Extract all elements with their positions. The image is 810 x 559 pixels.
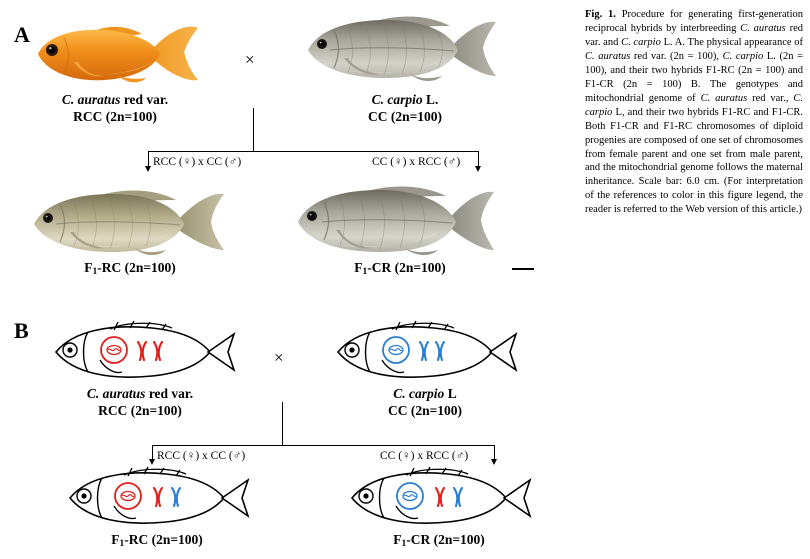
label-parent-carp-b: C. carpio L CC (2n=100) [387,386,463,418]
label-offspring-f1rc-b: F1-RC (2n=100) [111,532,203,549]
cross-bar-a [148,151,478,152]
schematic-carp-parent [330,320,520,382]
photo-hybrid-f1cr [290,176,500,262]
photo-goldfish-parent [30,18,200,90]
panel-letter-b: B [14,318,29,343]
cross-label-cr-b: CC (♀) x RCC (♂) [380,450,469,462]
schematic-hybrid-f1cr [344,466,534,528]
cross-symbol-b: × [274,348,284,367]
schematic-hybrid-f1rc [62,466,252,528]
schematic-goldfish-parent [48,320,238,382]
arrow-right-b [491,459,497,465]
label-parent-goldfish: C. auratus red var. RCC (2n=100) [61,92,169,124]
label-parent-goldfish-b: C. auratus red var. RCC (2n=100) [86,386,194,418]
photo-carp-parent [300,6,500,88]
label-offspring-f1cr: F1-CR (2n=100) [354,260,446,277]
caption-body: Procedure for generating first-generation reciprocal hybrids by interbreeding C. auratus red var. and C. carpio L. A. The physical appearance of C. auratus red var. (2n = 100), C. carpio L. (2n = 100), and their two hybrids F1-RC (2n = 100) and F1-CR (2n = 100) B. The genotypes and mitochondrial genome of C. auratus red var., C. carpio L, and their two hybrids F1-RC and F1-CR. Both F1-CR and F1-RC chromosomes of diploid progenies are composed of one set of chromosomes from female parent and one set from male parent, and the mitochondrial genome follows the maternal inheritance. Scale bar: 6.0 cm. (For interpretation of the references to color in this figure legend, the reader is referred to the Web version of this article.) [585,9,804,216]
label-offspring-f1cr-b: F1-CR (2n=100) [393,532,485,549]
arrow-left-a [145,166,151,172]
cross-left-drop-a [148,151,149,167]
caption-label: Fig. 1. [585,9,616,20]
label-parent-carp: C. carpio L. CC (2n=100) [367,92,443,124]
cross-stem-a [253,108,254,152]
cross-left-drop-b [152,445,153,460]
arrow-left-b [149,459,155,465]
arrow-right-a [475,166,481,172]
cross-label-cr-a: CC (♀) x RCC (♂) [372,156,461,168]
cross-stem-b [282,402,283,446]
cross-label-rc-b: RCC (♀) x CC (♂) [157,450,246,462]
cross-right-drop-a [478,151,479,167]
scale-bar [512,268,534,270]
photo-hybrid-f1rc [28,178,228,262]
cross-label-rc-a: RCC (♀) x CC (♂) [153,156,242,168]
cross-right-drop-b [494,445,495,460]
cross-symbol-a: × [245,50,255,69]
panel-letter-a: A [14,22,30,47]
figure-caption [585,8,803,217]
label-offspring-f1rc: F1-RC (2n=100) [84,260,176,277]
cross-bar-b [152,445,494,446]
